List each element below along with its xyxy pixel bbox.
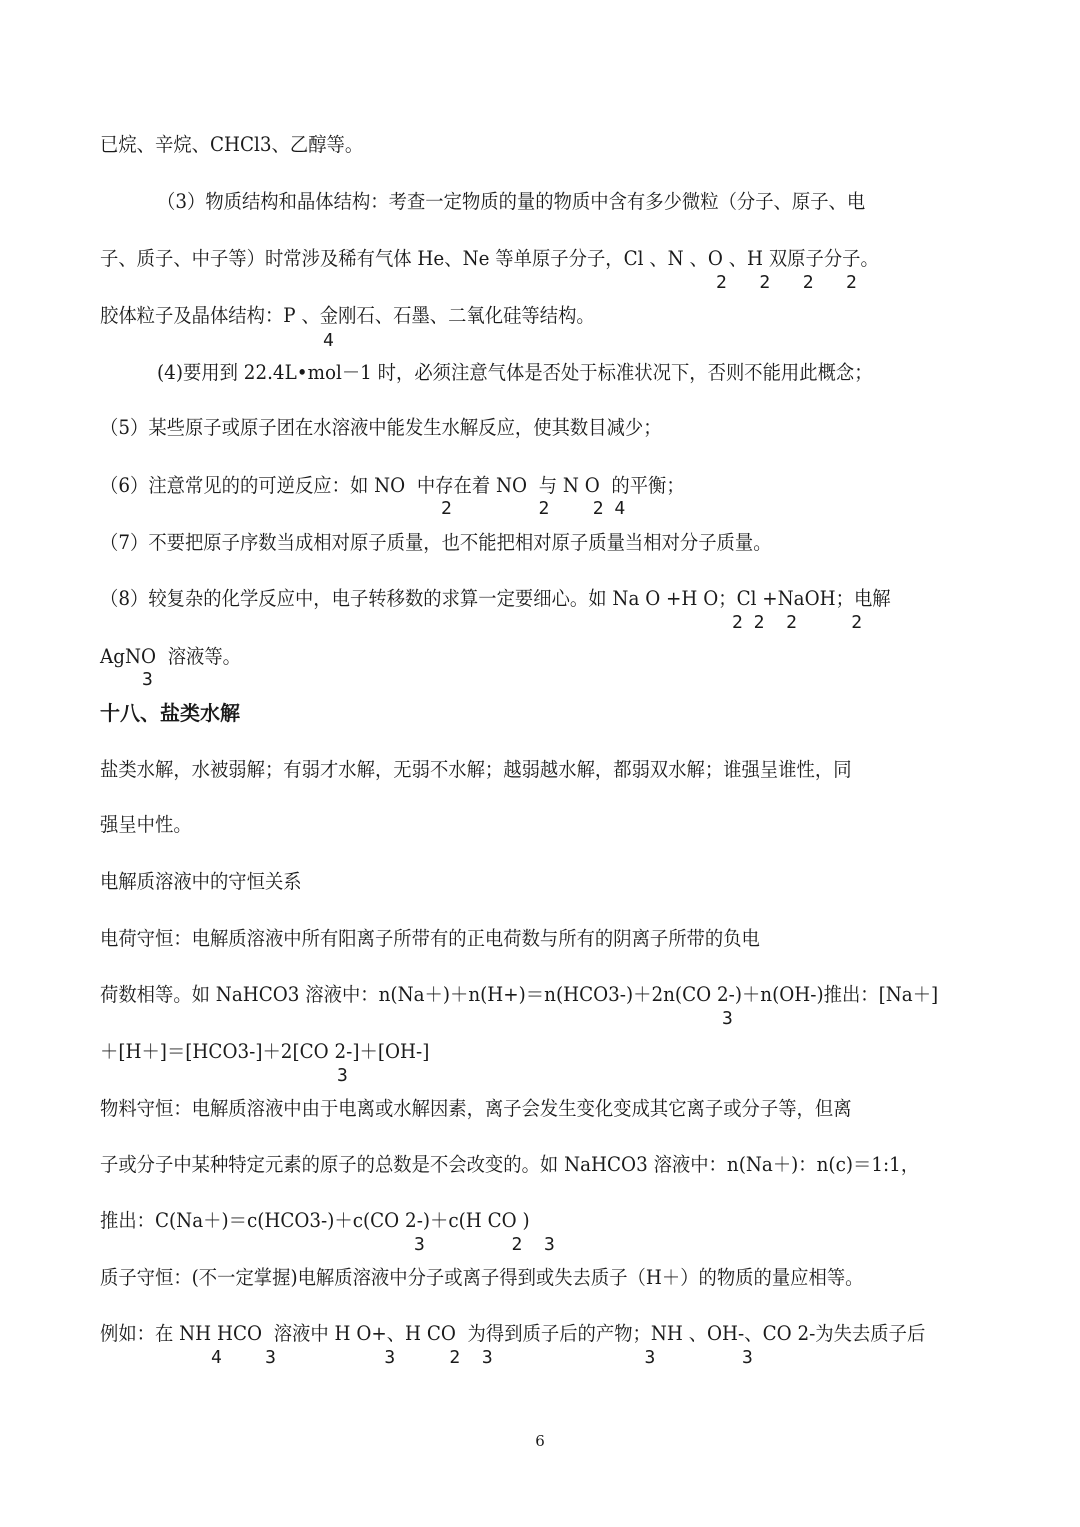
subscript-row-6: 3 <box>722 1008 733 1029</box>
text-line-14: 电荷守恒：电解质溶液中所有阳离子所带有的正电荷数与所有的阴离子所带的负电 <box>100 927 760 950</box>
text-line-21: 例如：在 NH HCO 溶液中 H O+、H CO 为得到质子后的产物；NH 、OH-、CO 2-为失去质子后 <box>100 1322 926 1345</box>
text-line-16: ＋[H＋]＝[HCO3-]＋2[CO 2-]＋[OH-] <box>100 1040 430 1063</box>
text-line-17: 物料守恒：电解质溶液中由于电离或水解因素，离子会发生变化变成其它离子或分子等，但离 <box>100 1097 852 1120</box>
subscript-row-1: 2 2 2 2 <box>716 272 857 293</box>
text-line-9: （8）较复杂的化学反应中，电子转移数的求算一定要细心。如 Na O +H O；Cl +NaOH；电解 <box>100 587 891 610</box>
subscript-row-5: 3 <box>142 669 153 690</box>
text-line-15: 荷数相等。如 NaHCO3 溶液中：n(Na＋)＋n(H+)＝n(HCO3-)＋2n(CO 2-)＋n(OH-)推出：[Na＋] <box>100 983 939 1006</box>
text-line-11: 盐类水解，水被弱解；有弱才水解，无弱不水解；越弱越水解，都弱双水解；谁强呈谁性，同 <box>100 758 852 781</box>
subscript-row-2: 4 <box>323 330 334 351</box>
text-line-18: 子或分子中某种特定元素的原子的总数是不会改变的。如 NaHCO3 溶液中：n(Na＋)：n(c)＝1:1， <box>100 1153 920 1176</box>
section-heading: 十八、盐类水解 <box>100 701 240 725</box>
text-line-3: 子、质子、中子等）时常涉及稀有气体 He、Ne 等单原子分子，Cl 、N 、O 、H 双原子分子。 <box>100 247 879 270</box>
text-line-4: 胶体粒子及晶体结构：P 、金刚石、石墨、二氧化硅等结构。 <box>100 304 595 327</box>
text-line-6: （5）某些原子或原子团在水溶液中能发生水解反应，使其数目减少； <box>100 416 662 439</box>
subscript-row-3: 2 2 2 4 <box>441 498 626 519</box>
text-line-10: AgNO 溶液等。 <box>100 645 242 668</box>
page-number: 6 <box>535 1432 545 1450</box>
text-line-12: 强呈中性。 <box>100 813 192 836</box>
text-line-5: (4)要用到 22.4L•mol－1 时，必须注意气体是否处于标准状况下，否则不能用此概念； <box>157 361 873 384</box>
subscript-row-4: 2 2 2 2 <box>732 612 863 633</box>
text-line-19: 推出：C(Na＋)＝c(HCO3-)＋c(CO 2-)＋c(H CO ) <box>100 1209 530 1232</box>
text-line-13: 电解质溶液中的守恒关系 <box>100 870 302 893</box>
subscript-row-7: 3 <box>337 1065 348 1086</box>
subscript-row-9: 4 3 3 2 3 3 3 <box>211 1347 753 1368</box>
text-line-8: （7）不要把原子序数当成相对原子质量，也不能把相对原子质量当相对分子质量。 <box>100 531 772 554</box>
subscript-row-8: 3 2 3 <box>414 1234 555 1255</box>
text-line-7: （6）注意常见的的可逆反应：如 NO 中存在着 NO 与 N O 的平衡； <box>100 474 685 497</box>
text-line-2: （3）物质结构和晶体结构：考查一定物质的量的物质中含有多少微粒（分子、原子、电 <box>157 190 866 213</box>
text-line-20: 质子守恒：(不一定掌握)电解质溶液中分子或离子得到或失去质子（H＋）的物质的量应相等。 <box>100 1266 864 1289</box>
text-line-1: 已烷、辛烷、CHCl3、乙醇等。 <box>100 133 364 156</box>
